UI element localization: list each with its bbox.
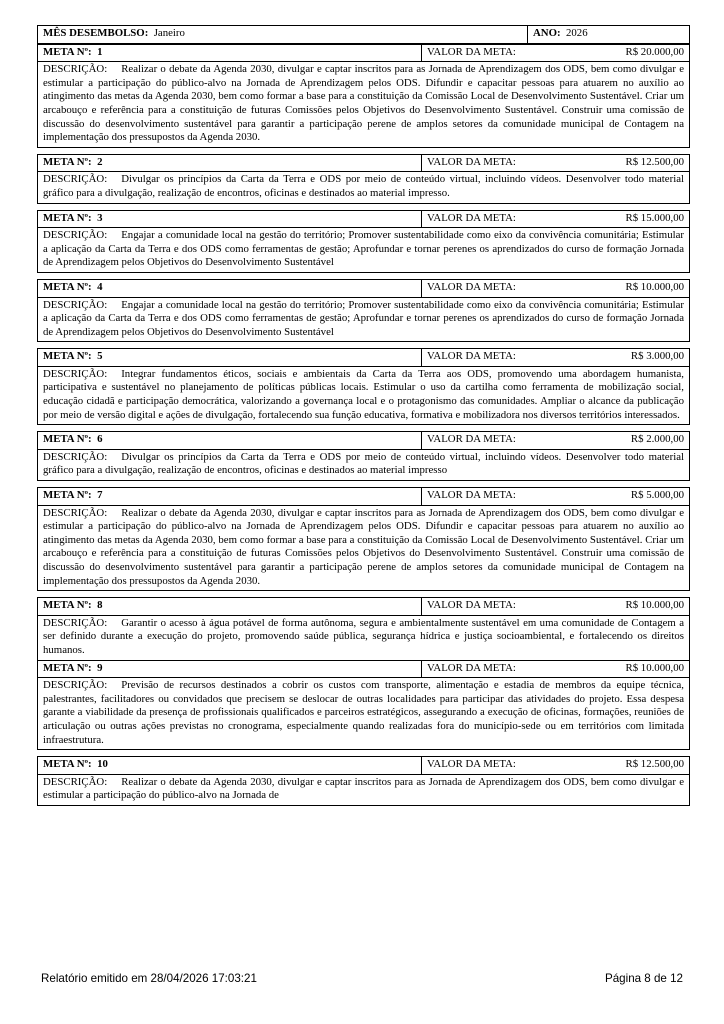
meta-description-cell xyxy=(38,62,690,148)
meta-valor: R$ 10.000,00 xyxy=(625,280,684,293)
meta-number-cell xyxy=(38,279,422,297)
meta-description-cell xyxy=(38,297,690,342)
meta-valor: R$ 15.000,00 xyxy=(625,211,684,224)
meta-description-label: DESCRIÇÃO: xyxy=(43,506,108,519)
meta-valor-cell xyxy=(422,598,690,616)
meta-description-cell xyxy=(38,774,690,805)
meta-number-cell xyxy=(38,349,422,367)
meta-description: Realizar o debate da Agenda 2030, divulgar e captar inscritos para as Jornada de Aprendizagem dos ODS, bem como divulgar e estimular a participação do público-alvo na Jornada de xyxy=(43,775,684,802)
meta-spacer-cell xyxy=(38,591,690,598)
meta-description: Previsão de recursos destinados a cobrir os custos com transporte, alimentação e estadia de membros da equipe técnica, palestrantes, facilitadores ou convidados que precisem se deslocar de outras localidades para participar das atividades do projeto. Essa despesa garante a viabilidade da presença de profissionais qualificados e parceiros estratégicos, assegurando a execução de oficinas, formações, reuniões de articulação ou outras ações previstas no cronograma, especialmente quando realizadas fora do município-sede ou em territórios com limitada infraestrutura. xyxy=(43,679,684,746)
meta-header-row xyxy=(38,660,690,678)
mes-desembolso-cell xyxy=(38,26,528,44)
meta-description-row xyxy=(38,172,690,203)
meta-number-label: META Nº: xyxy=(43,280,92,293)
meta-description: Engajar a comunidade local na gestão do território; Promover sustentabilidade como eixo da convivência comunitária; Estimular a aplicação da Carta da Terra e dos ODS como ferramentas de gestão; Aprofundar e tornar perenes os aprendizados do curso de formação Jornada de Aprendizagem pelos Objetivos do Desenvolvimento Sustentável xyxy=(43,298,684,338)
meta-description: Divulgar os princípios da Carta da Terra e ODS por meio de conteúdo virtual, incluindo vídeos. Desenvolver todo material gráfico para a divulgação, realização de encontros, oficinas e destinados ao material impresso. xyxy=(43,173,684,199)
meta-number-label: META Nº: xyxy=(43,45,92,58)
meta-number-label: META Nº: xyxy=(43,211,92,224)
meta-number-cell xyxy=(38,44,422,62)
meta-spacer-cell xyxy=(38,342,690,349)
meta-number: 8 xyxy=(97,599,103,612)
meta-description-label: DESCRIÇÃO: xyxy=(43,679,108,692)
meta-spacer xyxy=(38,591,690,598)
meta-description-label: DESCRIÇÃO: xyxy=(43,367,108,380)
meta-valor: R$ 10.000,00 xyxy=(625,599,684,612)
meta-valor-label: VALOR DA META: xyxy=(427,489,516,502)
meta-valor-cell xyxy=(422,757,690,775)
meta-spacer xyxy=(38,425,690,432)
meta-number: 9 xyxy=(97,661,103,674)
meta-description: Realizar o debate da Agenda 2030, divulgar e captar inscritos para as Jornada de Aprendizagem dos ODS, bem como divulgar e estimular a participação do público-alvo na Jornada de Aprendizagem pelos ODS. Difundir e capacitar pessoas para atuarem no auxílio ao atingimento das metas da Agenda 2030, bem como formar a base para a constituição da Comissão Local de Desenvolvimento Sustentável. Criar um arcabouço e referência para a constituição de futuras Comissões pelos Objetivos do Desenvolvimento Sustentável. Construir uma comissão de discussão do desenvolvimento sustentável para garantir a participação perene de amplos setores da comunidade municipal de Contagem na implementação dos pressupostos da Agenda 2030. xyxy=(43,63,684,144)
meta-description: Garantir o acesso à água potável de forma autônoma, segura e ambientalmente sustentável em uma comunidade de Contagem a ser definido durante a execução do projeto, promovendo saúde pública, segurança hídrica e justiça socioambiental, e fortalecendo os direitos humanos. xyxy=(43,616,684,656)
meta-valor-cell xyxy=(422,279,690,297)
meta-valor-label: VALOR DA META: xyxy=(427,661,516,674)
meta-description-cell xyxy=(38,505,690,591)
meta-number: 1 xyxy=(97,45,103,58)
page-number: Página 8 de 12 xyxy=(604,972,683,985)
document-page xyxy=(37,25,689,806)
meta-number-label: META Nº: xyxy=(43,599,92,612)
meta-number: 4 xyxy=(97,280,103,293)
meta-header-row xyxy=(38,488,690,506)
meta-valor-cell xyxy=(422,154,690,172)
meta-description-row xyxy=(38,678,690,750)
meta-spacer xyxy=(38,147,690,154)
meta-valor: R$ 5.000,00 xyxy=(630,489,684,502)
meta-number: 6 xyxy=(97,433,103,446)
meta-description-row xyxy=(38,615,690,660)
meta-spacer-cell xyxy=(38,203,690,210)
meta-description-cell xyxy=(38,172,690,203)
meta-spacer xyxy=(38,342,690,349)
meta-valor-label: VALOR DA META: xyxy=(427,350,516,363)
meta-valor-cell xyxy=(422,488,690,506)
meta-description-label: DESCRIÇÃO: xyxy=(43,229,108,242)
ano-label: ANO: xyxy=(533,27,561,39)
meta-description-row xyxy=(38,505,690,591)
meta-spacer-cell xyxy=(38,425,690,432)
meta-valor: R$ 3.000,00 xyxy=(630,350,684,363)
meta-header-row xyxy=(38,154,690,172)
meta-header-row xyxy=(38,210,690,228)
meta-number-cell xyxy=(38,154,422,172)
meta-number-cell xyxy=(38,598,422,616)
header-table xyxy=(37,25,690,44)
meta-valor-label: VALOR DA META: xyxy=(427,758,516,771)
meta-valor: R$ 12.500,00 xyxy=(625,758,684,771)
meta-description-row xyxy=(38,228,690,273)
meta-number-cell xyxy=(38,757,422,775)
meta-number: 7 xyxy=(97,489,103,502)
meta-spacer-cell xyxy=(38,750,690,757)
meta-spacer xyxy=(38,203,690,210)
meta-valor-cell xyxy=(422,44,690,62)
meta-description-row xyxy=(38,366,690,424)
meta-description: Engajar a comunidade local na gestão do território; Promover sustentabilidade como eixo da convivência comunitária; Estimular a aplicação da Carta da Terra e dos ODS como ferramentas de gestão; Aprofundar e tornar perenes os aprendizados do curso de formação Jornada de Aprendizagem pelos Objetivos do Desenvolvimento Sustentável xyxy=(43,229,684,269)
meta-number: 5 xyxy=(97,350,103,363)
meta-number-cell xyxy=(38,488,422,506)
meta-spacer xyxy=(38,481,690,488)
meta-number-label: META Nº: xyxy=(43,155,92,168)
meta-description-label: DESCRIÇÃO: xyxy=(43,450,108,463)
meta-number: 3 xyxy=(97,211,103,224)
meta-description-cell xyxy=(38,366,690,424)
page-footer xyxy=(41,972,683,985)
meta-number-label: META Nº: xyxy=(43,350,92,363)
meta-header-row xyxy=(38,598,690,616)
mes-value: Janeiro xyxy=(153,27,185,39)
meta-description-label: DESCRIÇÃO: xyxy=(43,775,108,788)
meta-description-cell xyxy=(38,449,690,480)
meta-valor-label: VALOR DA META: xyxy=(427,211,516,224)
meta-header-row xyxy=(38,279,690,297)
meta-description-label: DESCRIÇÃO: xyxy=(43,63,108,76)
meta-number-cell xyxy=(38,660,422,678)
meta-valor-label: VALOR DA META: xyxy=(427,155,516,168)
metas-table xyxy=(37,44,690,806)
meta-valor-label: VALOR DA META: xyxy=(427,280,516,293)
meta-description-cell xyxy=(38,615,690,660)
meta-description-row xyxy=(38,297,690,342)
ano-value: 2026 xyxy=(566,27,588,39)
meta-description-row xyxy=(38,62,690,148)
meta-valor-cell xyxy=(422,210,690,228)
meta-header-row xyxy=(38,349,690,367)
meta-number: 10 xyxy=(97,758,108,771)
meta-number-label: META Nº: xyxy=(43,489,92,502)
meta-number: 2 xyxy=(97,155,103,168)
meta-valor: R$ 20.000,00 xyxy=(625,45,684,58)
meta-valor-label: VALOR DA META: xyxy=(427,45,516,58)
meta-valor-cell xyxy=(422,660,690,678)
meta-description: Integrar fundamentos éticos, sociais e ambientais da Carta da Terra aos ODS, promovendo uma abordagem humanista, participativa e sustentável no planejamento de políticas públicas locais. Estimular o uso da cartilha como ferramenta de mobilização social, educação cidadã e participação democrática, valorizando a governança local e o protagonismo das comunidades. Ampliar o alcance da publicação por meio de versão digital e ações de divulgação, fortalecendo sua função educativa, formativa e mobilizadora nos diversos territórios interessados. xyxy=(43,367,684,421)
meta-number-label: META Nº: xyxy=(43,433,92,446)
meta-number-label: META Nº: xyxy=(43,758,92,771)
meta-header-row xyxy=(38,432,690,450)
meta-description-row xyxy=(38,774,690,805)
meta-description: Realizar o debate da Agenda 2030, divulgar e captar inscritos para as Jornada de Aprendizagem dos ODS, bem como divulgar e estimular a participação do público-alvo na Jornada de Aprendizagem pelos ODS. Difundir e capacitar pessoas para atuarem no auxílio ao atingimento das metas da Agenda 2030, bem como formar a base para a constituição da Comissão Local de Desenvolvimento Sustentável. Criar um arcabouço e referência para a constituição de futuras Comissões pelos Objetivos do Desenvolvimento Sustentável. Construir uma comissão de discussão do desenvolvimento sustentável para garantir a participação perene de amplos setores da comunidade municipal de Contagem na implementação dos pressupostos da Agenda 2030. xyxy=(43,506,684,587)
meta-valor-label: VALOR DA META: xyxy=(427,599,516,612)
report-emitted-timestamp: Relatório emitido em 28/04/2026 17:03:21 xyxy=(41,972,257,985)
meta-number-label: META Nº: xyxy=(43,661,92,674)
meta-spacer-cell xyxy=(38,481,690,488)
meta-description-row xyxy=(38,449,690,480)
mes-label: MÊS DESEMBOLSO: xyxy=(43,27,149,39)
meta-spacer xyxy=(38,272,690,279)
meta-number-cell xyxy=(38,210,422,228)
meta-valor: R$ 12.500,00 xyxy=(625,155,684,168)
meta-description-cell xyxy=(38,678,690,750)
meta-valor: R$ 10.000,00 xyxy=(625,661,684,674)
meta-header-row xyxy=(38,44,690,62)
meta-header-row xyxy=(38,757,690,775)
meta-number-cell xyxy=(38,432,422,450)
meta-valor: R$ 2.000,00 xyxy=(630,433,684,446)
meta-valor-label: VALOR DA META: xyxy=(427,433,516,446)
meta-description-label: DESCRIÇÃO: xyxy=(43,298,108,311)
ano-cell xyxy=(528,26,690,44)
meta-valor-cell xyxy=(422,349,690,367)
meta-description-cell xyxy=(38,228,690,273)
meta-description: Divulgar os princípios da Carta da Terra e ODS por meio de conteúdo virtual, incluindo vídeos. Desenvolver todo material gráfico para a divulgação, realização de encontros, oficinas e destinados ao material impresso xyxy=(43,450,684,477)
meta-spacer xyxy=(38,750,690,757)
meta-spacer-cell xyxy=(38,272,690,279)
meta-spacer-cell xyxy=(38,147,690,154)
meta-valor-cell xyxy=(422,432,690,450)
meta-description-label: DESCRIÇÃO: xyxy=(43,173,108,186)
meta-description-label: DESCRIÇÃO: xyxy=(43,616,108,629)
